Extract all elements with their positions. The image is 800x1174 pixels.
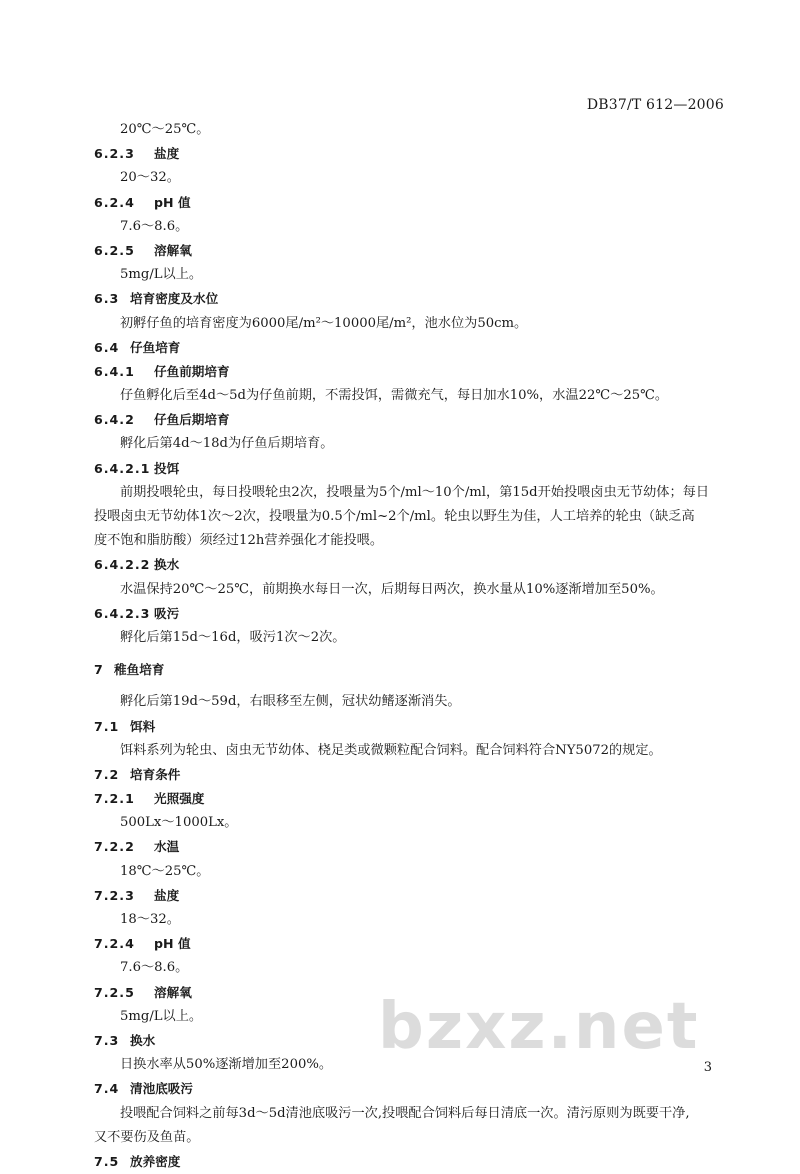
section-heading bbox=[94, 763, 714, 787]
page-number: 3 bbox=[703, 1060, 712, 1075]
section-heading bbox=[94, 142, 714, 166]
paragraph-line: 5mg/L以上。 bbox=[120, 1008, 203, 1024]
section-heading bbox=[94, 932, 714, 956]
paragraph-continuation-line: 投喂卤虫无节幼体1次～2次，投喂量为0.5个/ml~2个/ml。轮虫以野生为佳，人工培养的轮虫（缺乏高 bbox=[94, 509, 695, 524]
section-title: 盐度 bbox=[154, 887, 180, 903]
section-heading bbox=[94, 553, 714, 577]
paragraph-line: 孵化后第19d～59d，右眼移至左侧，冠状幼鳍逐渐消失。 bbox=[120, 694, 461, 710]
section-number: 7.2 bbox=[94, 766, 120, 782]
section-heading bbox=[94, 835, 714, 859]
paragraph-line: 18～32。 bbox=[120, 912, 180, 927]
section-title: 换水 bbox=[154, 557, 180, 573]
paragraph-line: 5mg/L以上。 bbox=[120, 267, 203, 283]
section-heading bbox=[94, 787, 714, 811]
section-title: 换水 bbox=[130, 1032, 156, 1048]
section-title: 仔鱼后期培育 bbox=[154, 412, 230, 428]
paragraph-line: 日换水率从50%逐渐增加至200%。 bbox=[120, 1057, 333, 1073]
section-number: 6.2.4 bbox=[94, 194, 135, 210]
section-title: 放养密度 bbox=[130, 1153, 181, 1169]
section-heading bbox=[94, 191, 714, 215]
section-heading bbox=[94, 884, 714, 908]
paragraph-line: 18℃～25℃。 bbox=[120, 863, 210, 879]
section-number: 7.2.2 bbox=[94, 839, 135, 855]
paragraph-line: 投喂配合饲料之前每3d～5d清池底吸污一次,投喂配合饲料后每日清底一次。清污原则为既要干净, bbox=[120, 1105, 690, 1121]
watermark: bzxz.net bbox=[378, 990, 700, 1064]
section-number: 6.2.3 bbox=[94, 146, 135, 162]
section-heading bbox=[94, 287, 714, 311]
paragraph-line: 初孵仔鱼的培育密度为6000尾/m²～10000尾/m²，池水位为50cm。 bbox=[120, 315, 528, 331]
section-title: 投饵 bbox=[154, 460, 180, 476]
paragraph-line: 20℃～25℃。 bbox=[120, 122, 210, 137]
paragraph-line: 7.6～8.6。 bbox=[120, 218, 189, 234]
section-number: 7.4 bbox=[94, 1081, 120, 1097]
paragraph-line: 孵化后第15d～16d，吸污1次～2次。 bbox=[120, 629, 346, 645]
section-title: 培育条件 bbox=[130, 766, 181, 782]
section-number: 6.4.2 bbox=[94, 412, 135, 428]
section-title: 仔鱼培育 bbox=[130, 339, 181, 355]
section-number: 7 bbox=[94, 662, 104, 678]
paragraph-line: 7.6～8.6。 bbox=[120, 960, 189, 976]
section-number: 6.2.5 bbox=[94, 242, 135, 258]
paragraph-line: 仔鱼孵化后至4d～5d为仔鱼前期，不需投饵，需微充气，每日加水10%，水温22℃～25℃。 bbox=[120, 388, 669, 404]
paragraph-line: 20～32。 bbox=[120, 170, 180, 186]
section-title: 吸污 bbox=[154, 605, 180, 621]
section-heading bbox=[94, 239, 714, 263]
section-title: 光照强度 bbox=[154, 791, 205, 807]
chapter-heading bbox=[94, 658, 714, 682]
paragraph-continuation-line: 又不要伤及鱼苗。 bbox=[94, 1129, 200, 1145]
section-title: pH 值 bbox=[154, 936, 191, 952]
section-number: 6.4.1 bbox=[94, 363, 135, 379]
section-title: 盐度 bbox=[154, 146, 180, 162]
section-title: 饵料 bbox=[130, 718, 156, 734]
paragraph-line: 饵料系列为轮虫、卤虫无节幼体、桡足类或微颗粒配合饲料。配合饲料符合NY5072的规定。 bbox=[120, 742, 662, 758]
section-number: 6.4.2.2 bbox=[94, 557, 151, 573]
paragraph-line: 孵化后第4d～18d为仔鱼后期培育。 bbox=[120, 436, 334, 452]
section-number: 7.2.3 bbox=[94, 887, 135, 903]
section-title: 稚鱼培育 bbox=[114, 662, 165, 678]
section-number: 7.2.4 bbox=[94, 936, 135, 952]
standard-number: DB37/T 612—2006 bbox=[586, 97, 724, 113]
section-title: 水温 bbox=[154, 839, 180, 855]
paragraph-continuation-line: 度不饱和脂肪酸）须经过12h营养强化才能投喂。 bbox=[94, 533, 384, 549]
section-heading bbox=[94, 1077, 714, 1101]
paragraph-line: 水温保持20℃～25℃，前期换水每日一次，后期每日两次，换水量从10%逐渐增加至50%。 bbox=[120, 581, 664, 597]
section-heading bbox=[94, 715, 714, 739]
section-title: 溶解氧 bbox=[154, 984, 192, 1000]
paragraph-line: 500Lx～1000Lx。 bbox=[120, 815, 238, 831]
section-number: 7.2.5 bbox=[94, 984, 135, 1000]
section-title: 清池底吸污 bbox=[130, 1081, 193, 1097]
section-number: 7.1 bbox=[94, 718, 120, 734]
section-number: 6.4.2.3 bbox=[94, 605, 151, 621]
section-number: 7.5 bbox=[94, 1153, 120, 1169]
section-number: 6.3 bbox=[94, 291, 120, 307]
section-title: 溶解氧 bbox=[154, 242, 192, 258]
section-number: 6.4.2.1 bbox=[94, 460, 151, 476]
section-number: 6.4 bbox=[94, 339, 120, 355]
section-heading bbox=[94, 360, 714, 384]
section-heading bbox=[94, 1150, 714, 1174]
section-number: 7.3 bbox=[94, 1032, 120, 1048]
section-number: 7.2.1 bbox=[94, 791, 135, 807]
section-heading bbox=[94, 602, 714, 626]
section-title: 培育密度及水位 bbox=[130, 291, 219, 307]
section-title: 仔鱼前期培育 bbox=[154, 363, 230, 379]
section-heading bbox=[94, 457, 714, 481]
section-heading bbox=[94, 336, 714, 360]
paragraph-line: 前期投喂轮虫，每日投喂轮虫2次，投喂量为5个/ml～10个/ml，第15d开始投喂卤虫无节幼体；每日 bbox=[120, 484, 710, 500]
section-title: pH 值 bbox=[154, 194, 191, 210]
section-heading bbox=[94, 408, 714, 432]
